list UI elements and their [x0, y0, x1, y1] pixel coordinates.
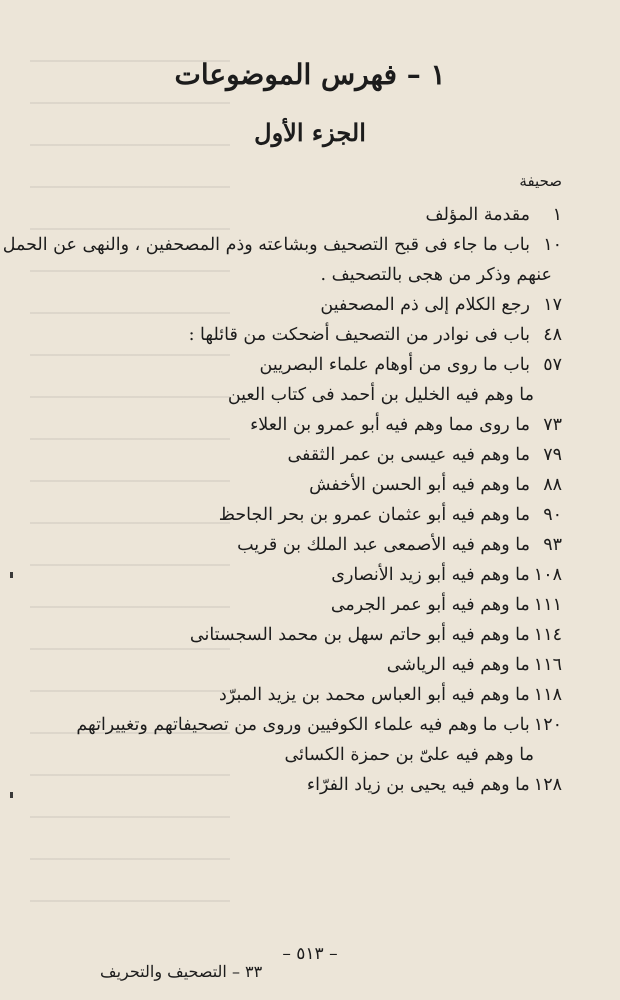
toc-entry: [62, 740, 562, 770]
page-number: – ٥١٣ –: [282, 944, 338, 964]
toc-entry: [62, 710, 562, 740]
entry-title: عنهم وذكر من هجى بالتصحيف .: [320, 265, 552, 285]
entry-page-number: ٩٣: [543, 535, 562, 555]
entry-title: ما وهم فيه أبو الحسن الأخفش: [309, 475, 530, 495]
entry-page-number: ٥٧: [543, 355, 562, 375]
entry-page-number: ١٢٨: [533, 775, 562, 795]
toc-entry: [62, 650, 562, 680]
entry-title: ما روى مما وهم فيه أبو عمرو بن العلاء: [250, 415, 530, 435]
entry-page-number: ١١٦: [533, 655, 562, 675]
entry-page-number: ١٠: [543, 235, 562, 255]
entry-title: ما وهم فيه أبو عمر الجرمى: [330, 595, 530, 615]
entry-title: ما وهم فيه أبو عثمان عمرو بن بحر الجاحظ: [218, 505, 530, 525]
page-title: ١ – فهرس الموضوعات: [174, 58, 446, 91]
entry-page-number: ١٠٨: [533, 565, 562, 585]
margin-mark: [10, 572, 13, 578]
entry-page-number: ٧٩: [543, 445, 562, 465]
toc-entry: [62, 440, 562, 470]
entry-title: باب ما روى من أوهام علماء البصريين: [259, 355, 530, 375]
entry-title: ما وهم فيه أبو العباس محمد بن يزيد المبرّد: [219, 685, 530, 705]
toc-entry: [62, 260, 562, 290]
page-footer: [0, 944, 620, 981]
toc-entry: [62, 560, 562, 590]
entry-page-number: ١١١: [533, 595, 562, 615]
toc-entry: [62, 770, 562, 800]
entry-title: باب فى نوادر من التصحيف أضحكت من قائلها :: [188, 325, 530, 345]
margin-mark: [10, 792, 13, 798]
toc-entry: [62, 590, 562, 620]
entry-title: باب ما وهم فيه علماء الكوفيين وروى من تصحيفاتهم وتغييراتهم: [76, 715, 530, 735]
toc-entry: [62, 410, 562, 440]
entry-page-number: ١١٤: [533, 625, 562, 645]
entry-page-number: ٤٨: [543, 325, 562, 345]
toc-entry: [62, 620, 562, 650]
toc-entry: [62, 680, 562, 710]
entry-page-number: ٨٨: [543, 475, 562, 495]
column-header: صحيفة: [519, 172, 562, 190]
table-of-contents: [2, 200, 562, 800]
entry-title: رجع الكلام إلى ذم المصحفين: [320, 295, 530, 315]
entry-title: ما وهم فيه أبو حاتم سهل بن محمد السجستانى: [189, 625, 530, 645]
toc-entry: [62, 530, 562, 560]
entry-page-number: ١٧: [543, 295, 562, 315]
entry-title: ما وهم فيه يحيى بن زياد الفرّاء: [306, 775, 530, 795]
entry-title: ما وهم فيه علىّ بن حمزة الكسائى: [284, 745, 534, 765]
toc-entry: [2, 230, 562, 260]
entry-page-number: ١: [552, 205, 562, 225]
toc-entry: [62, 350, 562, 380]
entry-title: ما وهم فيه الرياشى: [386, 655, 530, 675]
entry-title: ما وهم فيه الخليل بن أحمد فى كتاب العين: [227, 385, 534, 405]
entry-title: ما وهم فيه الأصمعى عبد الملك بن قريب: [237, 535, 530, 555]
toc-entry: [62, 320, 562, 350]
entry-title: ما وهم فيه عيسى بن عمر الثقفى: [287, 445, 530, 465]
footer-signature: ٣٣ – التصحيف والتحريف: [100, 962, 263, 981]
section-subtitle: الجزء الأول: [254, 118, 366, 147]
toc-entry: [62, 470, 562, 500]
entry-page-number: ١٢٠: [533, 715, 562, 735]
entry-title: ما وهم فيه أبو زيد الأنصارى: [331, 565, 530, 585]
entry-title: مقدمة المؤلف: [425, 205, 530, 225]
toc-entry: [62, 380, 562, 410]
entry-page-number: ٩٠: [543, 505, 562, 525]
entry-title: باب ما جاء فى قبح التصحيف وبشاعته وذم المصحفين ، والنهى عن الحمل: [2, 235, 530, 255]
entry-page-number: ١١٨: [533, 685, 562, 705]
toc-entry: [62, 200, 562, 230]
toc-entry: [62, 290, 562, 320]
entry-page-number: ٧٣: [543, 415, 562, 435]
toc-entry: [62, 500, 562, 530]
